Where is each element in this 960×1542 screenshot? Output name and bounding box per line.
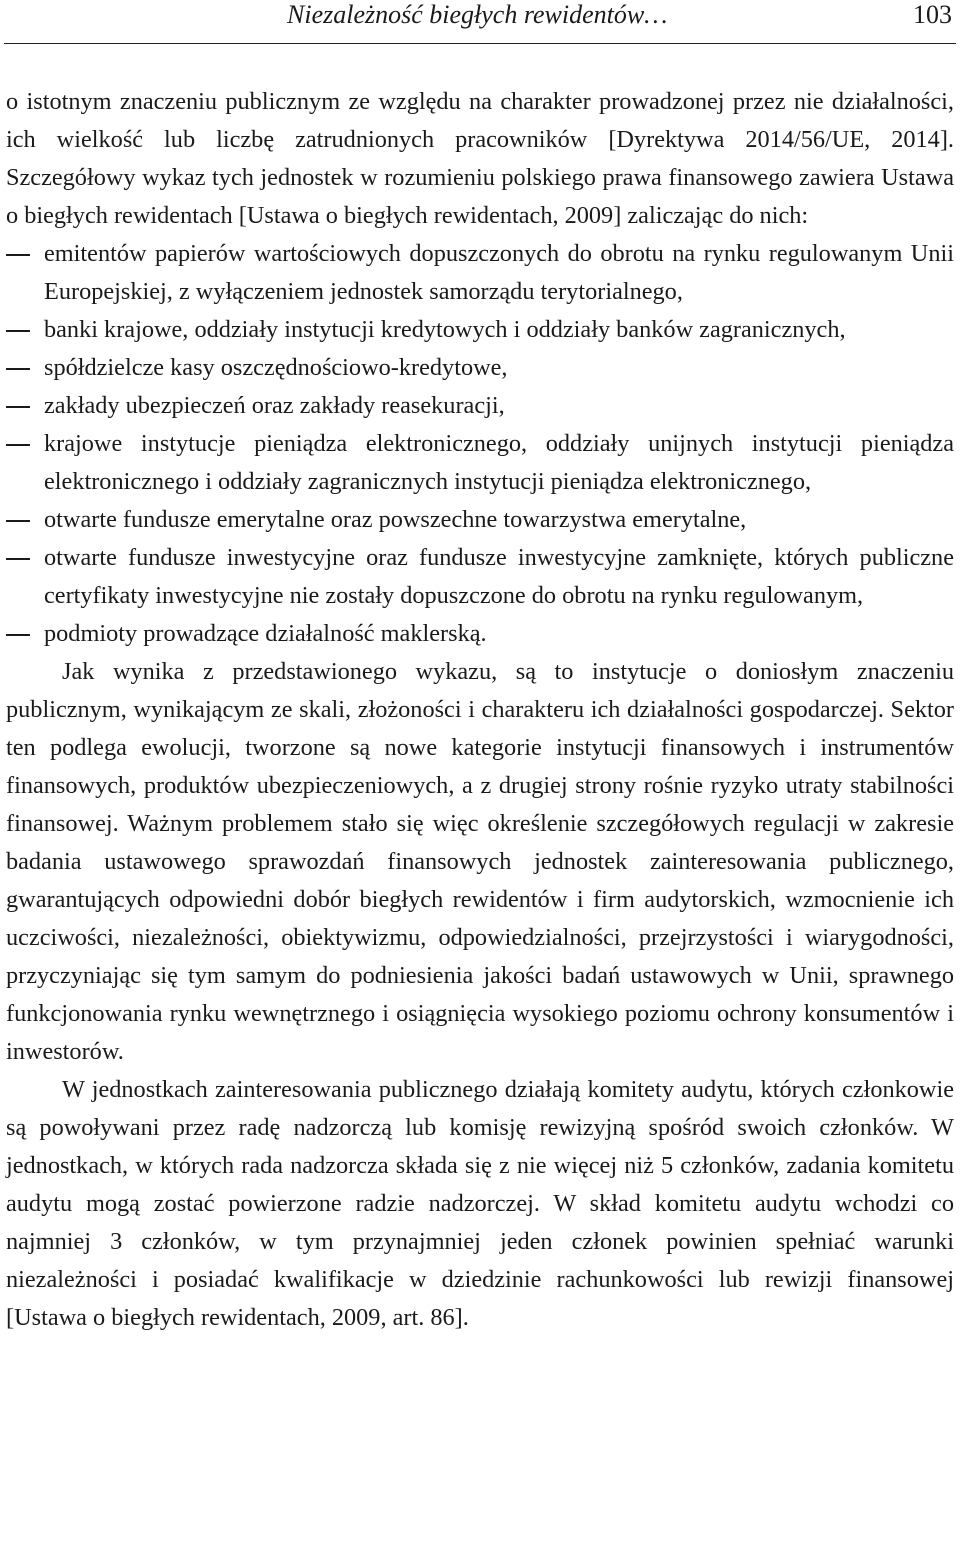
- list-item: [6, 501, 954, 539]
- running-header: [0, 0, 960, 44]
- header-rule: [4, 43, 956, 44]
- list-item-text: banki krajowe, oddziały instytucji kredytowych i oddziały banków zagranicznych,: [44, 316, 846, 343]
- intro-paragraph: o istotnym znaczeniu publicznym ze względu na charakter prowadzonej przez nie działalności, ich wielkość lub liczbę zatrudnionych pracowników [Dyrektywa 2014/56/UE, 2014]. Szczegółowy wykaz tych jednostek w rozumieniu polskiego prawa finansowego zawiera Ustawa o biegłych rewidentach [Ustawa o biegłych rewidentach, 2009] zaliczając do nich:: [6, 88, 954, 229]
- list-item-text: zakłady ubezpieczeń oraz zakłady reasekuracji,: [44, 392, 505, 419]
- list-item: [6, 311, 954, 349]
- list-item: [6, 425, 954, 501]
- list-item-text: emitentów papierów wartościowych dopuszczonych do obrotu na rynku regulowanym Unii Europejskiej, z wyłączeniem jednostek samorządu terytorialnego,: [44, 240, 954, 305]
- list-item: [6, 387, 954, 425]
- entity-list: [6, 235, 954, 653]
- page-number: 103: [913, 0, 952, 29]
- list-item: [6, 349, 954, 387]
- body-text: [6, 83, 954, 1337]
- list-item: [6, 539, 954, 615]
- list-item-text: otwarte fundusze emerytalne oraz powszechne towarzystwa emerytalne,: [44, 506, 747, 533]
- list-item-text: otwarte fundusze inwestycyjne oraz fundusze inwestycyjne zamknięte, których publiczne certyfikaty inwestycyjne nie zostały dopuszczone do obrotu na rynku regulowanym,: [44, 544, 954, 609]
- body-paragraph: Jak wynika z przedstawionego wykazu, są to instytucje o doniosłym znaczeniu publicznym, wynikającym ze skali, złożoności i charakteru ich działalności gospodarczej. Sektor ten podlega ewolucji, tworzone są nowe kategorie instytucji finansowych i instrumentów finansowych, produktów ubezpieczeniowych, a z drugiej strony rośnie ryzyko utraty stabilności finansowej. Ważnym problemem stało się więc określenie szczegółowych regulacji w zakresie badania ustawowego sprawozdań finansowych jednostek zainteresowania publicznego, gwarantujących odpowiedni dobór biegłych rewidentów i firm audytorskich, wzmocnienie ich uczciwości, niezależności, obiektywizmu, odpowiedzialności, przejrzystości i wiarygodności, przyczyniając się tym samym do podniesienia jakości badań ustawowych w Unii, sprawnego funkcjonowania rynku wewnętrznego i osiągnięcia wysokiego poziomu ochrony konsumentów i inwestorów.: [6, 658, 954, 1065]
- body-paragraph: W jednostkach zainteresowania publicznego działają komitety audytu, których członkowie są powoływani przez radę nadzorczą lub komisję rewizyjną spośród swoich członków. W jednostkach, w których rada nadzorcza składa się z nie więcej niż 5 członków, zadania komitetu audytu mogą zostać powierzone radzie nadzorczej. W skład komitetu audytu wchodzi co najmniej 3 członków, w tym przynajmniej jeden członek powinien spełniać warunki niezależności i posiadać kwalifikacje w dziedzinie rachunkowości lub rewizji finansowej [Ustawa o biegłych rewidentach, 2009, art. 86].: [6, 1076, 954, 1331]
- list-item: [6, 235, 954, 311]
- list-item-text: krajowe instytucje pieniądza elektronicznego, oddziały unijnych instytucji pieniądza elektronicznego i oddziały zagranicznych instytucji pieniądza elektronicznego,: [44, 430, 954, 495]
- list-item-text: podmioty prowadzące działalność maklerską.: [44, 620, 487, 647]
- running-title: Niezależność biegłych rewidentów…: [287, 0, 668, 29]
- list-item: [6, 615, 954, 653]
- list-item-text: spółdzielcze kasy oszczędnościowo-kredytowe,: [44, 354, 508, 381]
